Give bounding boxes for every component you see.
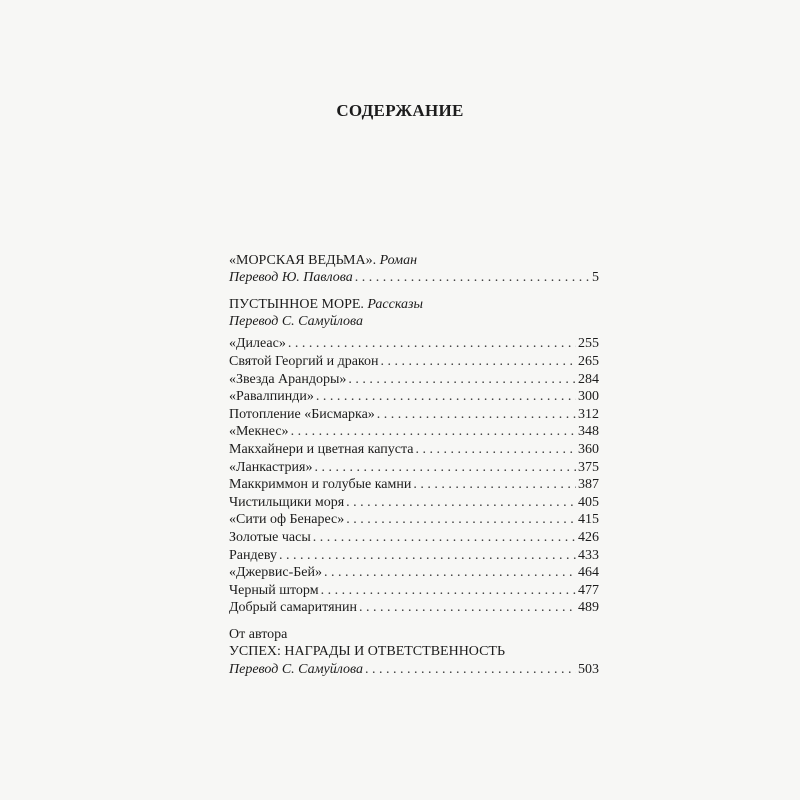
toc-entry[interactable] [229, 335, 599, 353]
leader-dots [288, 335, 576, 352]
toc-entry-page-number: 415 [578, 512, 599, 528]
toc-entry-page-number: 265 [578, 354, 599, 370]
leader-dots [316, 388, 576, 405]
leader-dots [314, 459, 576, 476]
toc-entry-page-number: 312 [578, 406, 599, 422]
leader-dots [377, 406, 576, 423]
leader-dots [346, 494, 576, 511]
toc-entry[interactable] [229, 441, 599, 459]
table-of-contents [229, 252, 599, 678]
leader-dots [359, 599, 576, 616]
toc-entry-title: Макхайнери и цветная капуста [229, 442, 414, 458]
toc-entry[interactable] [229, 494, 599, 512]
toc-entry[interactable] [229, 371, 599, 389]
afterword-translator-entry[interactable] [229, 661, 599, 679]
novel-page-number: 5 [592, 270, 599, 286]
toc-entry-page-number: 464 [578, 565, 599, 581]
novel-translator: Перевод Ю. Павлова [229, 270, 353, 286]
toc-entry-title: «Равалпинди» [229, 389, 314, 405]
toc-entry-title: «Ланкастрия» [229, 459, 313, 475]
toc-entry-title: Святой Георгий и дракон [229, 354, 379, 370]
toc-entry[interactable] [229, 582, 599, 600]
stories-translator: Перевод С. Самуйлова [229, 314, 364, 330]
toc-entry-page-number: 405 [578, 494, 599, 510]
leader-dots [365, 661, 576, 678]
novel-title: «МОРСКАЯ ВЕДЬМА». [229, 253, 377, 268]
toc-entry[interactable] [229, 406, 599, 424]
toc-entry-title: «Джервис-Бей» [229, 565, 322, 581]
toc-entry-title: Маккриммон и голубые камни [229, 477, 412, 493]
stories-title: ПУСТЫННОЕ МОРЕ. [229, 296, 364, 312]
toc-entry[interactable] [229, 388, 599, 406]
toc-entry[interactable] [229, 529, 599, 547]
leader-dots [279, 547, 576, 564]
toc-entry-title: Рандеву [229, 547, 277, 563]
leader-dots [413, 476, 576, 493]
stories-genre: Рассказы [367, 296, 423, 312]
toc-entry-page-number: 348 [578, 424, 599, 440]
afterword-page-number: 503 [578, 661, 599, 677]
toc-entry-page-number: 284 [578, 371, 599, 387]
afterword-translator: Перевод С. Самуйлова [229, 661, 364, 677]
leader-dots [346, 511, 576, 528]
novel-heading [229, 252, 599, 269]
toc-entry[interactable] [229, 599, 599, 617]
page-title: СОДЕРЖАНИЕ [336, 101, 464, 120]
toc-entry[interactable] [229, 459, 599, 477]
leader-dots [355, 269, 590, 286]
toc-entry-title: «Звезда Арандоры» [229, 371, 347, 387]
afterword-title: УСПЕХ: НАГРАДЫ И ОТВЕТСТВЕННОСТЬ [229, 644, 506, 660]
leader-dots [324, 564, 576, 581]
leader-dots [416, 441, 576, 458]
toc-entry-title: Потопление «Бисмарка» [229, 406, 375, 422]
leader-dots [291, 423, 576, 440]
toc-entry-title: Добрый самаритянин [229, 600, 357, 616]
toc-entry-page-number: 489 [578, 600, 599, 616]
toc-entry-title: Чистильщики моря [229, 494, 345, 510]
toc-entry-page-number: 255 [578, 336, 599, 352]
afterword-heading: От автора [229, 626, 288, 642]
stories-heading [229, 296, 599, 313]
leader-dots [321, 582, 576, 599]
toc-entry[interactable] [229, 547, 599, 565]
leader-dots [348, 371, 576, 388]
toc-entry-page-number: 426 [578, 530, 599, 546]
toc-entry-page-number: 375 [578, 459, 599, 475]
leader-dots [313, 529, 576, 546]
toc-entry-title: «Дилеас» [229, 336, 286, 352]
toc-entry[interactable] [229, 564, 599, 582]
toc-entry-title: Золотые часы [229, 530, 311, 546]
toc-entry[interactable] [229, 353, 599, 371]
toc-entry[interactable] [229, 476, 599, 494]
novel-genre: Роман [379, 253, 418, 268]
novel-translator-entry[interactable] [229, 269, 599, 287]
toc-entry-page-number: 477 [578, 582, 599, 598]
toc-entry-page-number: 360 [578, 442, 599, 458]
toc-entry-page-number: 300 [578, 389, 599, 405]
toc-entry-title: «Мекнес» [229, 424, 289, 440]
toc-entry-page-number: 387 [578, 477, 599, 493]
toc-entry[interactable] [229, 423, 599, 441]
toc-entry-title: «Сити оф Бенарес» [229, 512, 345, 528]
toc-entry-title: Черный шторм [229, 582, 319, 598]
stories-list [229, 335, 599, 617]
toc-entry[interactable] [229, 511, 599, 529]
toc-entry-page-number: 433 [578, 547, 599, 563]
leader-dots [381, 353, 576, 370]
